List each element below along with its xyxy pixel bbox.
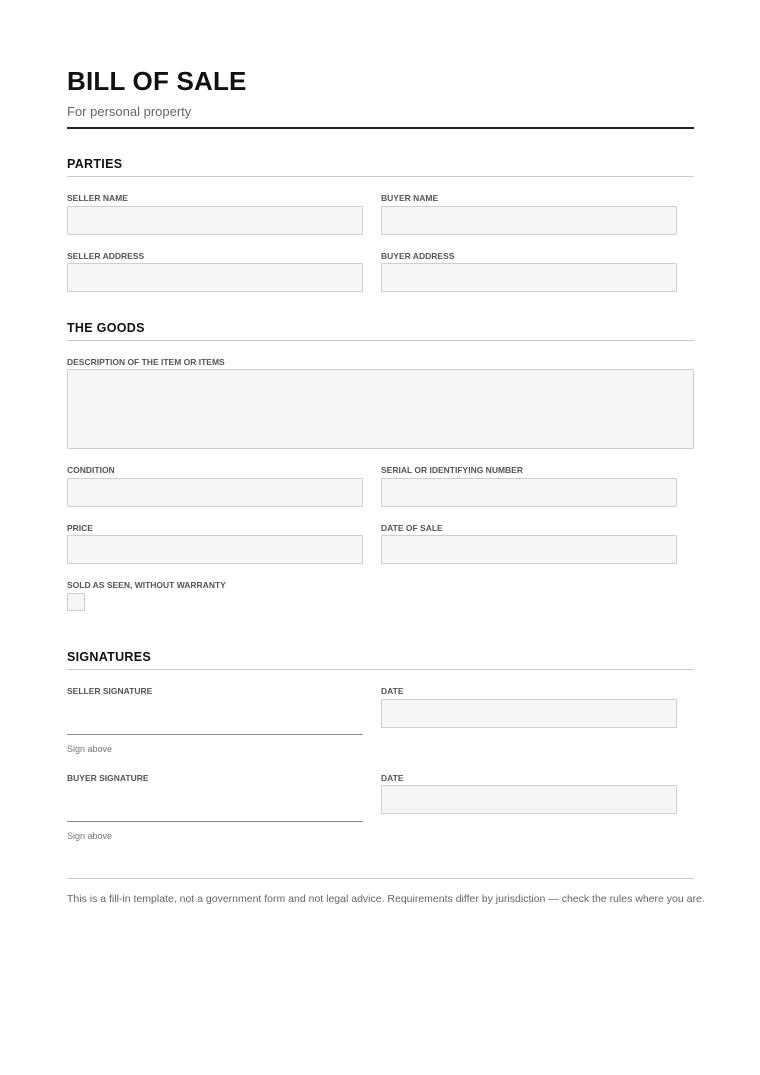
seller-date-field[interactable] (381, 699, 677, 728)
as-is-label: SOLD AS SEEN, WITHOUT WARRANTY (67, 580, 226, 590)
buyer-signature-label: BUYER SIGNATURE (67, 773, 149, 783)
section-divider-signatures (67, 669, 694, 670)
condition-field[interactable] (67, 478, 363, 507)
seller-name-field[interactable] (67, 206, 363, 235)
buyer-address-label: BUYER ADDRESS (381, 251, 455, 261)
section-heading-goods: THE GOODS (67, 321, 145, 335)
buyer-date-label: DATE (381, 773, 404, 783)
seller-signature-line[interactable] (67, 734, 363, 735)
footer-divider (67, 878, 694, 879)
seller-address-field[interactable] (67, 263, 363, 292)
section-heading-signatures: SIGNATURES (67, 650, 152, 664)
buyer-name-field[interactable] (381, 206, 677, 235)
buyer-date-field[interactable] (381, 785, 677, 814)
price-label: PRICE (67, 523, 93, 533)
section-divider-parties (67, 176, 694, 177)
page-title: BILL OF SALE (67, 66, 247, 96)
as-is-checkbox[interactable] (67, 593, 85, 611)
condition-label: CONDITION (67, 465, 115, 475)
date-of-sale-label: DATE OF SALE (381, 523, 443, 533)
section-heading-parties: PARTIES (67, 157, 123, 171)
description-textarea[interactable] (67, 369, 694, 449)
footer-disclaimer: This is a fill-in template, not a government form and not legal advice. Requirements differ by jurisdiction — check the rules where you are. (67, 893, 705, 905)
serial-number-field[interactable] (381, 478, 677, 507)
description-label: DESCRIPTION OF THE ITEM OR ITEMS (67, 357, 225, 367)
seller-date-label: DATE (381, 686, 404, 696)
buyer-signature-hint: Sign above (67, 831, 113, 841)
seller-signature-label: SELLER SIGNATURE (67, 686, 153, 696)
buyer-name-label: BUYER NAME (381, 193, 439, 203)
buyer-signature-line[interactable] (67, 821, 363, 822)
date-of-sale-field[interactable] (381, 535, 677, 564)
title-divider (67, 127, 694, 129)
seller-name-label: SELLER NAME (67, 193, 128, 203)
serial-number-label: SERIAL OR IDENTIFYING NUMBER (381, 465, 523, 475)
section-divider-goods (67, 340, 694, 341)
price-field[interactable] (67, 535, 363, 564)
page-subtitle: For personal property (67, 104, 192, 119)
buyer-address-field[interactable] (381, 263, 677, 292)
seller-address-label: SELLER ADDRESS (67, 251, 145, 261)
seller-signature-hint: Sign above (67, 744, 113, 754)
